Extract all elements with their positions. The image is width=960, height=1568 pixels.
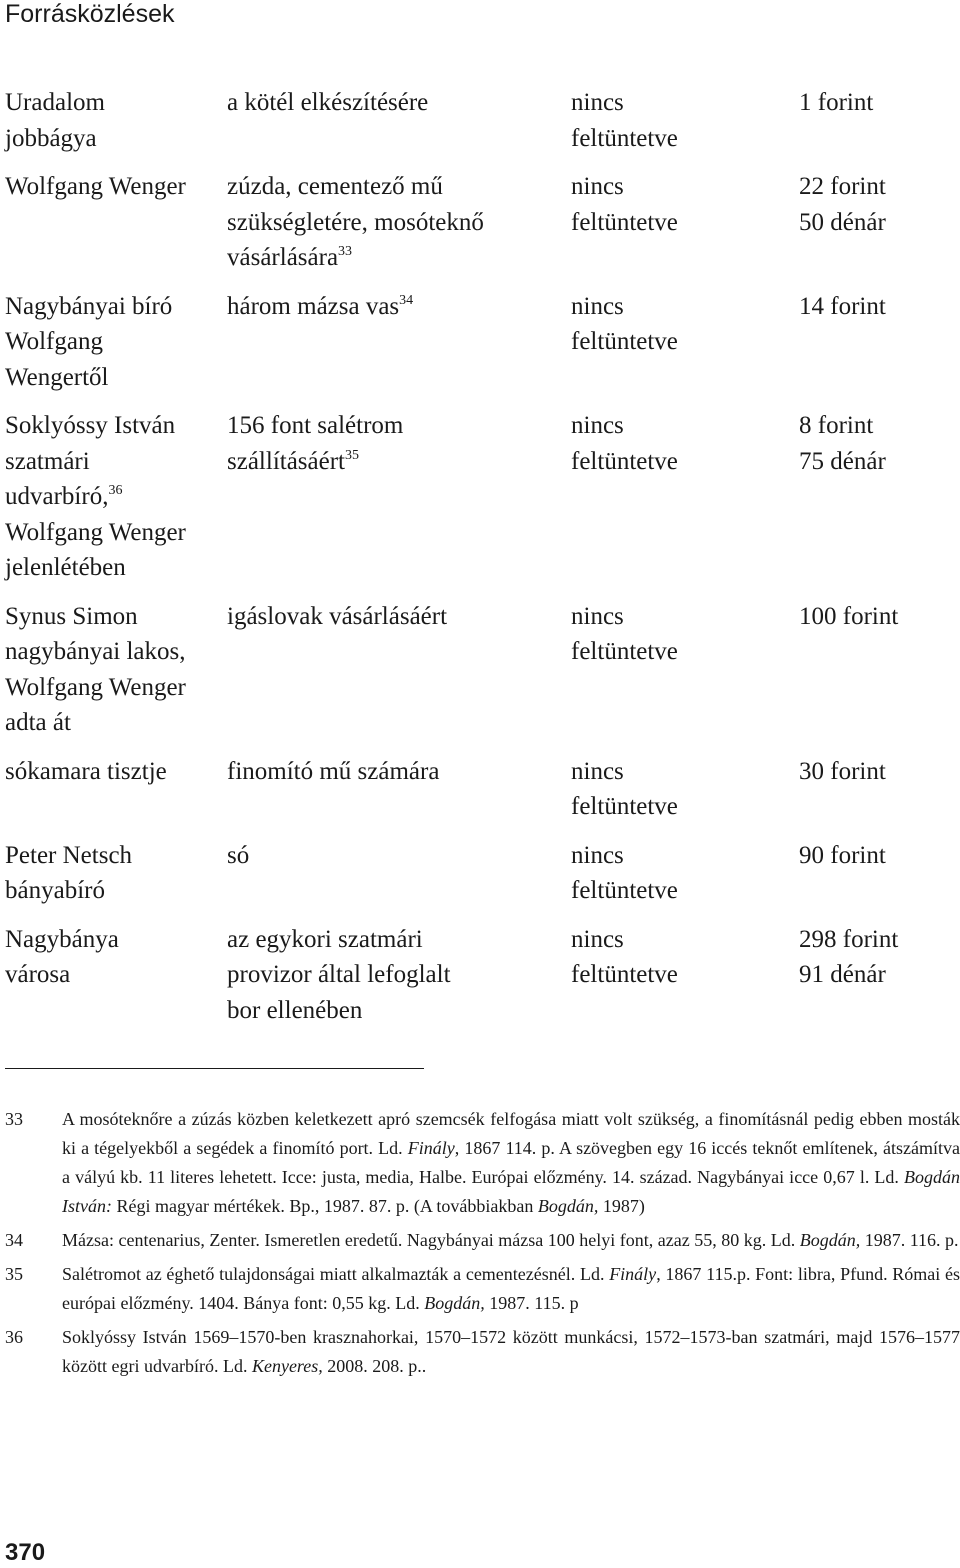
payer-cell [5, 922, 227, 1042]
footnote-separator [5, 1068, 424, 1069]
payer-text: Synus Simon nagybányai lakos, Wolfgang Wenger adta át [5, 602, 186, 736]
ledger-body [5, 85, 955, 1041]
footnotes [5, 1105, 960, 1386]
payer-text-continued: Wolfgang Wenger jelenlétében [5, 518, 186, 581]
footnote [5, 1105, 960, 1221]
citation-italic: Finály [407, 1138, 455, 1158]
purpose-cell [227, 754, 571, 838]
payer-text: Uradalom jobbágya [5, 89, 105, 152]
footnote-text-part: Mázsa: centenarius, Zenter. Ismeretlen eredetű. Nagybányai mázsa 100 helyi font, azaz 55, 80 kg. Ld. [62, 1230, 800, 1250]
footnote-number: 36 [5, 1327, 23, 1347]
purpose-cell [227, 408, 571, 599]
footnote-text-part: Soklyóssy István 1569–1570-ben krasznahorkai, 1570–1572 között munkácsi, 1572–1573-ban szatmári, majd 1576–1577 között egri udvarbíró. Ld. [62, 1327, 960, 1376]
purpose-cell [227, 169, 571, 289]
footnote-text-part: A mosóteknőre a zúzás közben keletkezett apró szemcsék felfogása miatt volt szükség, a finomításnál pedig ebben mosták ki a tégelyekből a segédek a finomító port. Ld. [62, 1109, 960, 1158]
purpose-cell [227, 289, 571, 409]
payer-cell [5, 85, 227, 169]
payer-cell [5, 838, 227, 922]
purpose-text: három mázsa vas [227, 292, 400, 320]
ledger-row [5, 599, 955, 754]
date-cell: nincs feltüntetve [571, 173, 678, 236]
footnote-text [62, 1226, 960, 1255]
purpose-text: 156 font salétrom szállításáért [227, 412, 404, 475]
amount-cell: 90 forint [799, 841, 886, 869]
purpose-cell [227, 85, 571, 169]
ledger-row [5, 169, 955, 289]
citation-italic: Bogdán, [799, 1230, 861, 1250]
date-cell: nincs feltüntetve [571, 925, 678, 988]
purpose-text: igáslovak vásárlásáért [227, 602, 448, 630]
footnote-ref: 35 [345, 447, 359, 463]
footnote [5, 1323, 960, 1381]
citation-italic: Bogdán, [537, 1196, 599, 1216]
payer-text: Nagybányai bíró Wolfgang Wengertől [5, 292, 173, 391]
footnote-text [62, 1323, 960, 1381]
payer-cell [5, 754, 227, 838]
footnote-text-part: 1987. 115. p [484, 1293, 579, 1313]
footnote-text-part: 1987) [598, 1196, 645, 1216]
payer-cell [5, 289, 227, 409]
payment-ledger-table [5, 85, 955, 1041]
footnote [5, 1226, 960, 1255]
footnote-text-part: , 1867 114. p. A szövegben egy 16 iccés teknőt említenek, átszámítva a vályú kb. 11 literes lehetett. Icce: justa, media, Halbe. Európai előzmény. 14. század. Nagybányai icce 0,67 l. Ld. [62, 1138, 960, 1187]
footnote-number: 33 [5, 1109, 23, 1129]
amount-cell: 14 forint [799, 292, 886, 320]
footnote-text-part: Régi magyar mértékek. Bp., 1987. 87. p. (A továbbiakban [111, 1196, 538, 1216]
date-cell: nincs feltüntetve [571, 602, 678, 665]
payer-cell [5, 408, 227, 599]
running-header: Forrásközlések [5, 0, 175, 28]
date-cell: nincs feltüntetve [571, 757, 678, 820]
payer-cell [5, 169, 227, 289]
citation-italic: Bogdán, [424, 1293, 485, 1313]
date-cell: nincs feltüntetve [571, 841, 678, 904]
page-number: 370 [5, 1539, 46, 1566]
footnote-number: 34 [5, 1230, 23, 1250]
purpose-cell [227, 922, 571, 1042]
amount-cell: 100 forint [799, 602, 899, 630]
amount-cell: 1 forint [799, 89, 874, 116]
purpose-text: zúzda, cementező mű szükségletére, mosóteknő vásárlására [227, 173, 484, 271]
ledger-row [5, 754, 955, 838]
footnote-ref: 33 [338, 244, 353, 259]
date-cell: nincs feltüntetve [571, 412, 678, 475]
citation-italic: Finály [609, 1264, 657, 1284]
ledger-row [5, 838, 955, 922]
footnote-ref: 34 [399, 292, 414, 308]
citation-italic: Bogdán István: [62, 1167, 960, 1216]
footnote-text-part: , 1867 115.p. Font: libra, Pfund. Római és európai előzmény. 1404. Bánya font: 0,55 kg. Ld. [62, 1264, 960, 1313]
footnote [5, 1260, 960, 1318]
footnote-text [62, 1260, 960, 1318]
amount-cell: 22 forint 50 dénár [799, 173, 886, 236]
footnote-text [62, 1105, 960, 1221]
amount-cell: 8 forint 75 dénár [799, 412, 886, 475]
footnote-ref: 36 [108, 483, 123, 498]
payer-text: Soklyóssy István szatmári udvarbíró, [5, 412, 176, 510]
footnote-text-part: 1987. 116. p. [860, 1230, 959, 1250]
ledger-row [5, 922, 955, 1042]
footnote-number: 35 [5, 1264, 23, 1284]
purpose-text: só [227, 841, 250, 869]
payer-cell [5, 599, 227, 754]
purpose-cell [227, 599, 571, 754]
payer-text: sókamara tisztje [5, 757, 167, 785]
footnote-text-part: Salétromot az éghető tulajdonságai miatt alkalmazták a cementezésnél. Ld. [62, 1264, 610, 1284]
amount-cell: 298 forint 91 dénár [799, 925, 899, 988]
purpose-text: a kötél elkészítésére [227, 89, 429, 116]
date-cell: nincs feltüntetve [571, 89, 678, 152]
purpose-text: finomító mű számára [227, 757, 440, 785]
ledger-row [5, 289, 955, 409]
purpose-cell [227, 838, 571, 922]
ledger-row [5, 408, 955, 599]
footnote-text-part: 2008. 208. p.. [322, 1356, 427, 1376]
payer-text: Wolfgang Wenger [5, 173, 186, 200]
ledger-row [5, 85, 955, 169]
payer-text: Nagybánya városa [5, 925, 119, 988]
amount-cell: 30 forint [799, 757, 886, 785]
date-cell: nincs feltüntetve [571, 292, 678, 355]
citation-italic: Kenyeres, [251, 1356, 323, 1376]
purpose-text: az egykori szatmári provizor által lefoglalt bor ellenében [227, 925, 451, 1024]
payer-text: Peter Netsch bányabíró [5, 841, 133, 904]
